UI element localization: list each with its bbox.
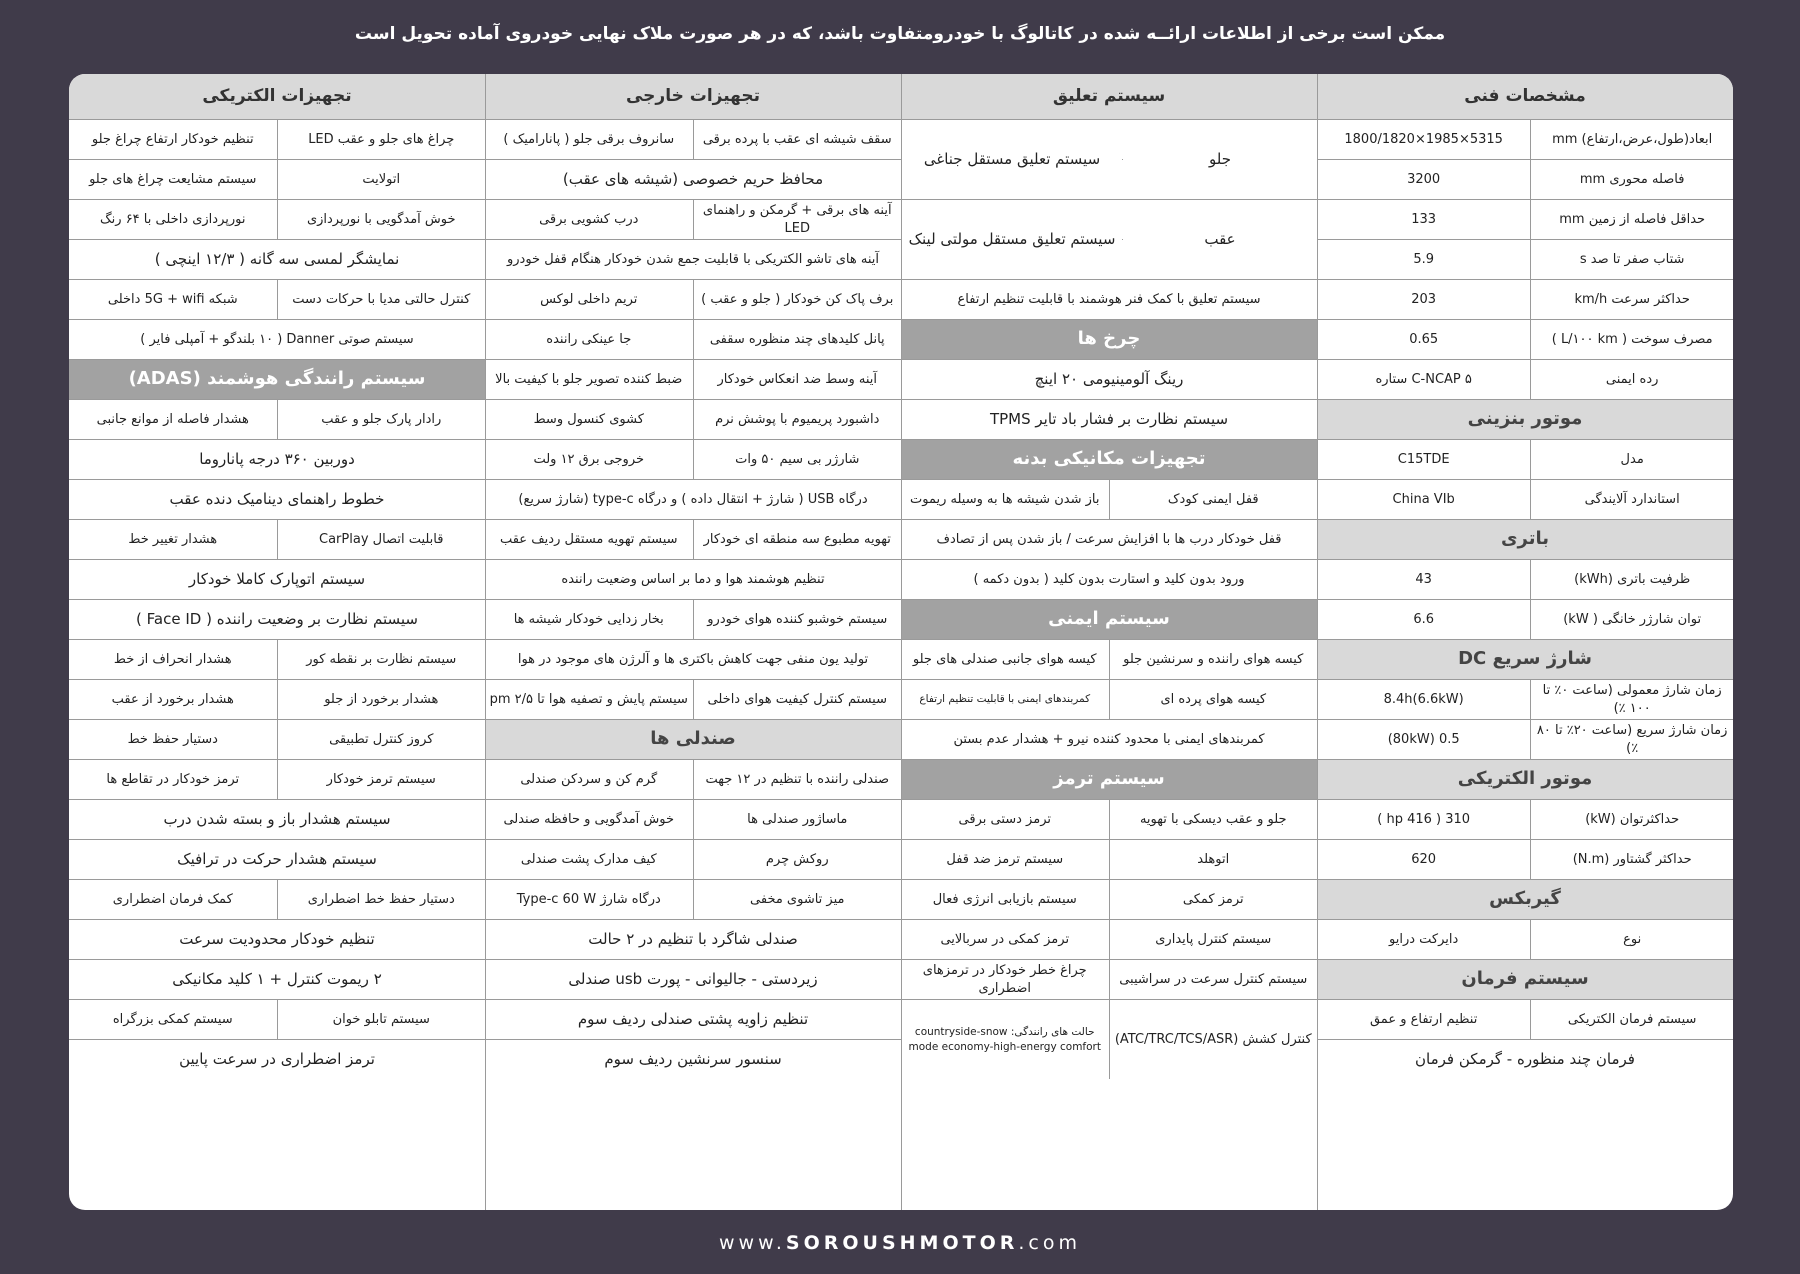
table-cell: 5315×1985×1800/1820 — [1317, 120, 1531, 159]
table-row — [485, 839, 901, 879]
table-row — [69, 399, 485, 439]
table-cell: زیردستی - جالیوانی - پورت usb صندلی — [568, 970, 818, 989]
table-cell: روکش چرم — [765, 851, 829, 867]
table-row — [485, 279, 901, 319]
table-row — [1317, 679, 1733, 719]
table-cell: خروجی برق ۱۲ ولت — [485, 440, 694, 479]
table-cell: کیف مدارک پشت صندلی — [485, 840, 694, 879]
column-suspension — [901, 74, 1317, 1210]
table-row — [1317, 919, 1733, 959]
table-cell: C-NCAP ۵ ستاره — [1317, 360, 1531, 399]
table-cell: گرم کن و سردکن صندلی — [485, 760, 694, 799]
table-row — [1317, 359, 1733, 399]
table-row — [485, 879, 901, 919]
table-cell: قفل خودکار درب ها با افزایش سرعت / باز شدن پس از تصادف — [936, 531, 1282, 547]
table-cell: حداکثر سرعت km/h — [1574, 291, 1690, 307]
table-cell: سیستم ترمز — [901, 760, 1317, 799]
table-cell: سیستم بازیابی انرژی فعال — [901, 880, 1110, 919]
table-cell: باتری — [1317, 520, 1733, 559]
table-row — [69, 639, 485, 679]
table-row — [1317, 159, 1733, 199]
table-cell: سیستم فرمان — [1317, 960, 1733, 999]
table-cell: ترمز کمکی — [1182, 891, 1244, 907]
table-cell: ظرفیت باتری (kWh) — [1574, 571, 1691, 587]
section-header — [1317, 399, 1733, 439]
footer-prefix: www. — [719, 1232, 786, 1254]
table-cell: ضبط کننده تصویر جلو با کیفیت بالا — [485, 360, 694, 399]
website-footer — [0, 1232, 1800, 1254]
table-cell: مدل — [1620, 451, 1644, 467]
table-cell: استاندارد آلایندگی — [1584, 491, 1680, 507]
table-cell: کیسه هوای پرده ای — [1160, 691, 1267, 707]
table-row — [901, 679, 1317, 719]
column-divider — [901, 74, 902, 1210]
table-row — [1317, 599, 1733, 639]
table-row — [901, 519, 1317, 559]
suspension-front-type: سیستم تعلیق مستقل جناغی — [901, 120, 1122, 199]
suspension-position-label: عقب — [1123, 200, 1317, 279]
footer-suffix: .com — [1018, 1232, 1081, 1254]
table-cell: سیستم خوشبو کننده هوای خودرو — [707, 611, 888, 627]
table-row — [1317, 199, 1733, 239]
section-header — [901, 319, 1317, 359]
table-cell: مشخصات فنی — [1317, 74, 1733, 119]
table-cell: حداکثرتوان (kW) — [1585, 811, 1680, 827]
table-row — [485, 599, 901, 639]
table-cell: بخار زدایی خودکار شیشه ها — [485, 600, 694, 639]
table-row — [485, 799, 901, 839]
section-header — [901, 759, 1317, 799]
table-row — [69, 879, 485, 919]
table-cell: گیربکس — [1317, 880, 1733, 919]
table-cell: سیستم تهویه مستقل ردیف عقب — [485, 520, 694, 559]
table-row — [69, 839, 485, 879]
table-row — [69, 199, 485, 239]
table-row — [485, 679, 901, 719]
table-cell: کنترل حالتی مدیا با حرکات دست — [292, 291, 471, 307]
table-row — [485, 959, 901, 999]
table-cell: سیستم کنترل پایداری — [1155, 931, 1272, 947]
table-cell: فرمان چند منظوره - گرمکن فرمان — [1415, 1050, 1635, 1069]
table-cell: سیستم ایمنی — [901, 600, 1317, 639]
table-cell: زمان شارژ سریع (ساعت ۲۰٪ تا ۸۰ ٪) — [1536, 722, 1728, 756]
table-cell: صندلی ها — [485, 720, 901, 759]
table-cell: 43 — [1317, 560, 1531, 599]
table-cell: 133 — [1317, 200, 1531, 239]
section-header — [901, 599, 1317, 639]
table-row — [1317, 479, 1733, 519]
section-header — [901, 439, 1317, 479]
table-cell: قابلیت اتصال CarPlay — [319, 531, 444, 547]
section-header — [1317, 759, 1733, 799]
column-divider — [1317, 74, 1318, 1210]
table-cell: 0.5 (80kW) — [1317, 720, 1531, 759]
table-row — [69, 999, 485, 1039]
column-specs — [1317, 74, 1733, 1210]
section-header — [69, 359, 485, 399]
table-cell: خوش آمدگویی با نورپردازی — [306, 211, 456, 227]
table-cell: سیستم تابلو خوان — [332, 1011, 430, 1027]
table-cell: تنظیم زاویه پشتی صندلی ردیف سوم — [577, 1010, 809, 1029]
table-cell: 5.9 — [1317, 240, 1531, 279]
table-cell: 3200 — [1317, 160, 1531, 199]
table-cell: باز شدن شیشه ها به وسیله ریموت — [901, 480, 1110, 519]
table-cell: هشدار برخورد از جلو — [324, 691, 439, 707]
table-cell: صندلی راننده با تنظیم در ۱۲ جهت — [705, 771, 890, 787]
table-cell: دستیار حفظ خط اضطراری — [307, 891, 455, 907]
table-row — [485, 919, 901, 959]
table-row — [901, 879, 1317, 919]
table-cell: سیستم مشایعت چراغ های جلو — [69, 160, 278, 199]
table-cell: خوش آمدگویی و حافظه صندلی — [485, 800, 694, 839]
table-row — [485, 759, 901, 799]
table-cell: تنظیم خودکار محدودیت سرعت — [179, 930, 375, 949]
table-row — [1317, 439, 1733, 479]
table-row — [485, 199, 901, 239]
table-row — [901, 959, 1317, 999]
table-row — [901, 479, 1317, 519]
column-header — [901, 74, 1317, 119]
column-divider — [485, 74, 486, 1210]
table-cell: دوربین ۳۶۰ درجه پاناروما — [199, 450, 355, 469]
table-cell: درگاه شارژ Type-c 60 W — [485, 880, 694, 919]
column-header — [1317, 74, 1733, 119]
table-row — [485, 519, 901, 559]
table-cell: 620 — [1317, 840, 1531, 879]
table-cell: ترمز کمکی در سربالایی — [901, 920, 1110, 959]
table-cell: حداکثر گشتاور (N.m) — [1572, 851, 1692, 867]
table-cell: سیستم پایش و تصفیه هوا تا pm ۲/۵ — [485, 680, 694, 719]
table-row — [69, 1039, 485, 1079]
table-cell: کیسه هوای جانبی صندلی های جلو — [901, 640, 1110, 679]
table-row — [485, 1039, 901, 1079]
table-row — [485, 639, 901, 679]
table-cell: سیستم نظارت بر فشار باد تایر TPMS — [989, 410, 1229, 429]
table-cell: کنترل کشش (ATC/TRC/TCS/ASR) — [1114, 1031, 1312, 1047]
table-cell: سیستم کمکی بزرگراه — [69, 1000, 278, 1039]
table-cell: 0.65 — [1317, 320, 1531, 359]
table-cell: هشدار انحراف از خط — [69, 640, 278, 679]
table-cell: فاصله محوری mm — [1579, 171, 1685, 187]
table-row — [901, 279, 1317, 319]
table-cell: هشدار برخورد از عقب — [69, 680, 278, 719]
column-electrical — [69, 74, 485, 1210]
table-cell: 310 ( 416 hp ) — [1317, 800, 1531, 839]
table-cell: چرخ ها — [901, 320, 1317, 359]
table-cell: چراغ های جلو و عقب LED — [308, 131, 455, 147]
table-cell: سیستم ترمز ضد قفل — [901, 840, 1110, 879]
table-cell: شتاب صفر تا صد s — [1579, 251, 1685, 267]
table-cell: شارژر بی سیم ۵۰ وات — [735, 451, 860, 467]
table-row — [69, 119, 485, 159]
table-cell: شارژ سریع DC — [1317, 640, 1733, 679]
table-row — [69, 959, 485, 999]
table-cell: کمربندهای ایمنی با قابلیت تنظیم ارتفاع — [901, 680, 1110, 719]
table-cell: کیسه هوای راننده و سرنشین جلو — [1123, 651, 1304, 667]
table-row — [69, 559, 485, 599]
table-cell: تهویه مطبوع سه منطقه ای خودکار — [703, 531, 891, 547]
table-cell: کروز کنترل تطبیقی — [329, 731, 434, 747]
table-cell: موتور بنزینی — [1317, 400, 1733, 439]
table-row — [485, 319, 901, 359]
table-cell: 8.4h(6.6kW) — [1317, 680, 1531, 719]
column-header — [69, 74, 485, 119]
table-cell: برف پاک کن خودکار ( جلو و عقب ) — [701, 291, 894, 307]
table-cell: 6.6 — [1317, 600, 1531, 639]
table-cell: هشدار فاصله از موانع جانبی — [69, 400, 278, 439]
table-row — [901, 999, 1317, 1079]
table-cell: نمایشگر لمسی سه گانه ( ۱۲/۳ اینچی ) — [154, 250, 400, 269]
table-row — [69, 719, 485, 759]
table-row — [1317, 839, 1733, 879]
table-row — [69, 679, 485, 719]
table-cell: سیستم هشدار باز و بسته شدن درب — [163, 810, 391, 829]
column-header — [485, 74, 901, 119]
section-header — [1317, 639, 1733, 679]
table-row — [1317, 999, 1733, 1039]
table-cell: رینگ آلومینیومی ۲۰ اینچ — [1034, 370, 1184, 389]
table-cell: چراغ خطر خودکار در ترمزهای اضطراری — [901, 960, 1110, 999]
table-cell: C15TDE — [1317, 440, 1531, 479]
table-cell: تنظیم هوشمند هوا و دما بر اساس وضعیت راننده — [561, 571, 825, 587]
table-cell: درگاه USB ( شارژ + انتقال داده ) و درگاه type-c (شارژ سریع) — [518, 491, 868, 507]
suspension-position-label: جلو — [1123, 120, 1317, 199]
table-cell: تولید یون منفی جهت کاهش باکتری ها و آلرژن های موجود در هوا — [517, 651, 869, 667]
table-cell: ماساژور صندلی ها — [747, 811, 848, 827]
footer-brand: SOROUSHMOTOR — [785, 1232, 1019, 1254]
table-row — [901, 399, 1317, 439]
table-cell: ترمز دستی برقی — [901, 800, 1110, 839]
table-cell: کمک فرمان اضطراری — [69, 880, 278, 919]
table-cell: سیستم اتوپارک کاملا خودکار — [188, 570, 366, 589]
table-cell: تنظیم ارتفاع و عمق — [1317, 1000, 1531, 1039]
table-row — [1317, 559, 1733, 599]
table-cell: حداقل فاصله از زمین mm — [1559, 211, 1706, 227]
table-cell: دستیار حفظ خط — [69, 720, 278, 759]
table-row — [485, 359, 901, 399]
column-exterior — [485, 74, 901, 1210]
table-cell: رده ایمنی — [1605, 371, 1659, 387]
suspension-rear-type: سیستم تعلیق مستقل مولتی لینک — [901, 200, 1122, 279]
table-cell: سیستم تعلیق — [901, 74, 1317, 119]
table-cell: شبکه 5G + wifi داخلی — [69, 280, 278, 319]
spec-table-panel — [69, 74, 1733, 1210]
table-cell: پانل کلیدهای چند منظوره سقفی — [709, 331, 885, 347]
table-cell: China VIb — [1317, 480, 1531, 519]
table-cell: جا عینکی راننده — [485, 320, 694, 359]
table-cell: ترمز خودکار در تقاطع ها — [69, 760, 278, 799]
table-cell: اتوهلد — [1197, 851, 1230, 867]
table-cell: سیستم کنترل سرعت در سراشیبی — [1119, 971, 1308, 987]
table-row — [485, 239, 901, 279]
table-row — [69, 319, 485, 359]
table-cell: تریم داخلی لوکس — [485, 280, 694, 319]
table-cell: نورپردازی داخلی با ۶۴ رنگ — [69, 200, 278, 239]
table-cell: کمربندهای ایمنی با محدود کننده نیرو + هشدار عدم بستن — [953, 731, 1265, 747]
table-cell: مصرف سوخت ( L/۱۰۰ km ) — [1551, 331, 1713, 347]
table-cell: سیستم فرمان الکتریکی — [1567, 1011, 1697, 1027]
table-row — [69, 279, 485, 319]
table-cell: جلو و عقب دیسکی با تهویه — [1139, 811, 1287, 827]
table-cell: هشدار تغییر خط — [69, 520, 278, 559]
table-row — [69, 919, 485, 959]
table-cell: سیستم نظارت بر وضعیت راننده ( Face ID ) — [136, 610, 418, 629]
table-cell: نوع — [1623, 931, 1642, 947]
table-row — [69, 159, 485, 199]
table-row — [69, 479, 485, 519]
catalog-disclaimer: ممکن است برخی از اطلاعات ارائــه شده در کاتالوگ با خودرومتفاوت باشد، که در هر صورت ملاک نهایی خودروی آماده تحویل است — [354, 24, 1446, 44]
table-cell: محافظ حریم خصوصی (شیشه های عقب) — [562, 170, 824, 189]
table-cell: توان شارژر خانگی ( kW) — [1563, 611, 1702, 627]
section-header — [1317, 519, 1733, 559]
section-header — [1317, 959, 1733, 999]
table-cell: صندلی شاگرد با تنظیم در ۲ حالت — [588, 930, 798, 949]
table-row — [485, 159, 901, 199]
table-row — [69, 599, 485, 639]
table-cell: سنسور سرنشین ردیف سوم — [604, 1050, 782, 1069]
table-cell: سیستم رانندگی هوشمند (ADAS) — [69, 360, 485, 399]
table-cell: 203 — [1317, 280, 1531, 319]
table-row — [1317, 1039, 1733, 1079]
table-row — [69, 519, 485, 559]
table-cell: درب کشویی برقی — [485, 200, 694, 239]
table-cell: آینه های برقی + گرمکن و راهنمای LED — [702, 202, 892, 236]
table-row — [901, 559, 1317, 599]
table-cell: سانروف برقی جلو ( پانارامیک ) — [485, 120, 694, 159]
table-cell: قفل ایمنی کودک — [1167, 491, 1259, 507]
table-cell: تجهیزات الکتریکی — [69, 74, 485, 119]
table-cell: ابعاد(طول،عرض،ارتفاع) mm — [1552, 131, 1713, 147]
table-cell: میز تاشوی مخفی — [750, 891, 845, 907]
table-row — [485, 559, 901, 599]
table-row — [1317, 239, 1733, 279]
table-row — [901, 919, 1317, 959]
table-row — [1317, 719, 1733, 759]
table-cell: سیستم کنترل کیفیت هوای داخلی — [707, 691, 887, 707]
table-cell: موتور الکتریکی — [1317, 760, 1733, 799]
table-cell: سیستم تعلیق با کمک فنر هوشمند با قابلیت تنظیم ارتفاع — [957, 291, 1261, 307]
table-cell: سیستم ترمز خودکار — [326, 771, 436, 787]
table-cell: آینه های تاشو الکتریکی با قابلیت جمع شدن خودکار هنگام قفل خودرو — [507, 251, 880, 267]
table-cell: آینه وسط ضد انعکاس خودکار — [717, 371, 878, 387]
table-cell: تجهیزات خارجی — [485, 74, 901, 119]
section-header — [485, 719, 901, 759]
table-row — [1317, 119, 1733, 159]
table-cell: سیستم نظارت بر نقطه کور — [306, 651, 457, 667]
table-row — [69, 759, 485, 799]
table-row — [901, 839, 1317, 879]
table-row — [485, 439, 901, 479]
table-cell: رادار پارک جلو و عقب — [321, 411, 442, 427]
table-row — [69, 239, 485, 279]
table-cell: اتولایت — [362, 171, 401, 187]
table-cell: حالت های رانندگی: countryside-snow mode economy-high-energy comfort — [901, 1000, 1110, 1079]
table-row — [901, 719, 1317, 759]
section-header — [1317, 879, 1733, 919]
table-cell: داشبورد پریمیوم با پوشش نرم — [715, 411, 880, 427]
table-cell: سیستم صوتی Danner ( ۱۰ بلندگو + آمپلی فایر ) — [140, 331, 414, 347]
table-cell: تنظیم خودکار ارتفاع چراغ جلو — [69, 120, 278, 159]
table-row — [485, 479, 901, 519]
table-cell: سیستم هشدار حرکت در ترافیک — [177, 850, 377, 869]
table-cell: کشوی کنسول وسط — [485, 400, 694, 439]
table-cell: ۲ ریموت کنترل + ۱ کلید مکانیکی — [172, 970, 382, 989]
table-cell: ورود بدون کلید و استارت بدون کلید ( بدون دکمه ) — [973, 571, 1245, 587]
table-row — [69, 799, 485, 839]
table-row — [69, 439, 485, 479]
table-row — [485, 399, 901, 439]
table-cell: سقف شیشه ای عقب با پرده برقی — [702, 131, 892, 147]
table-cell: دایرکت درایو — [1317, 920, 1531, 959]
table-cell: تجهیزات مکانیکی بدنه — [901, 440, 1317, 479]
table-row — [901, 799, 1317, 839]
table-cell: خطوط راهنمای دینامیک دنده عقب — [169, 490, 385, 509]
table-row — [1317, 799, 1733, 839]
table-row — [1317, 279, 1733, 319]
table-cell: زمان شارژ معمولی (ساعت ۰٪ تا ۱۰۰ ٪) — [1542, 682, 1722, 716]
table-row — [901, 359, 1317, 399]
table-row — [1317, 319, 1733, 359]
table-cell: ترمز اضطراری در سرعت پایین — [179, 1050, 375, 1069]
table-row — [485, 119, 901, 159]
table-row — [485, 999, 901, 1039]
table-row — [901, 639, 1317, 679]
